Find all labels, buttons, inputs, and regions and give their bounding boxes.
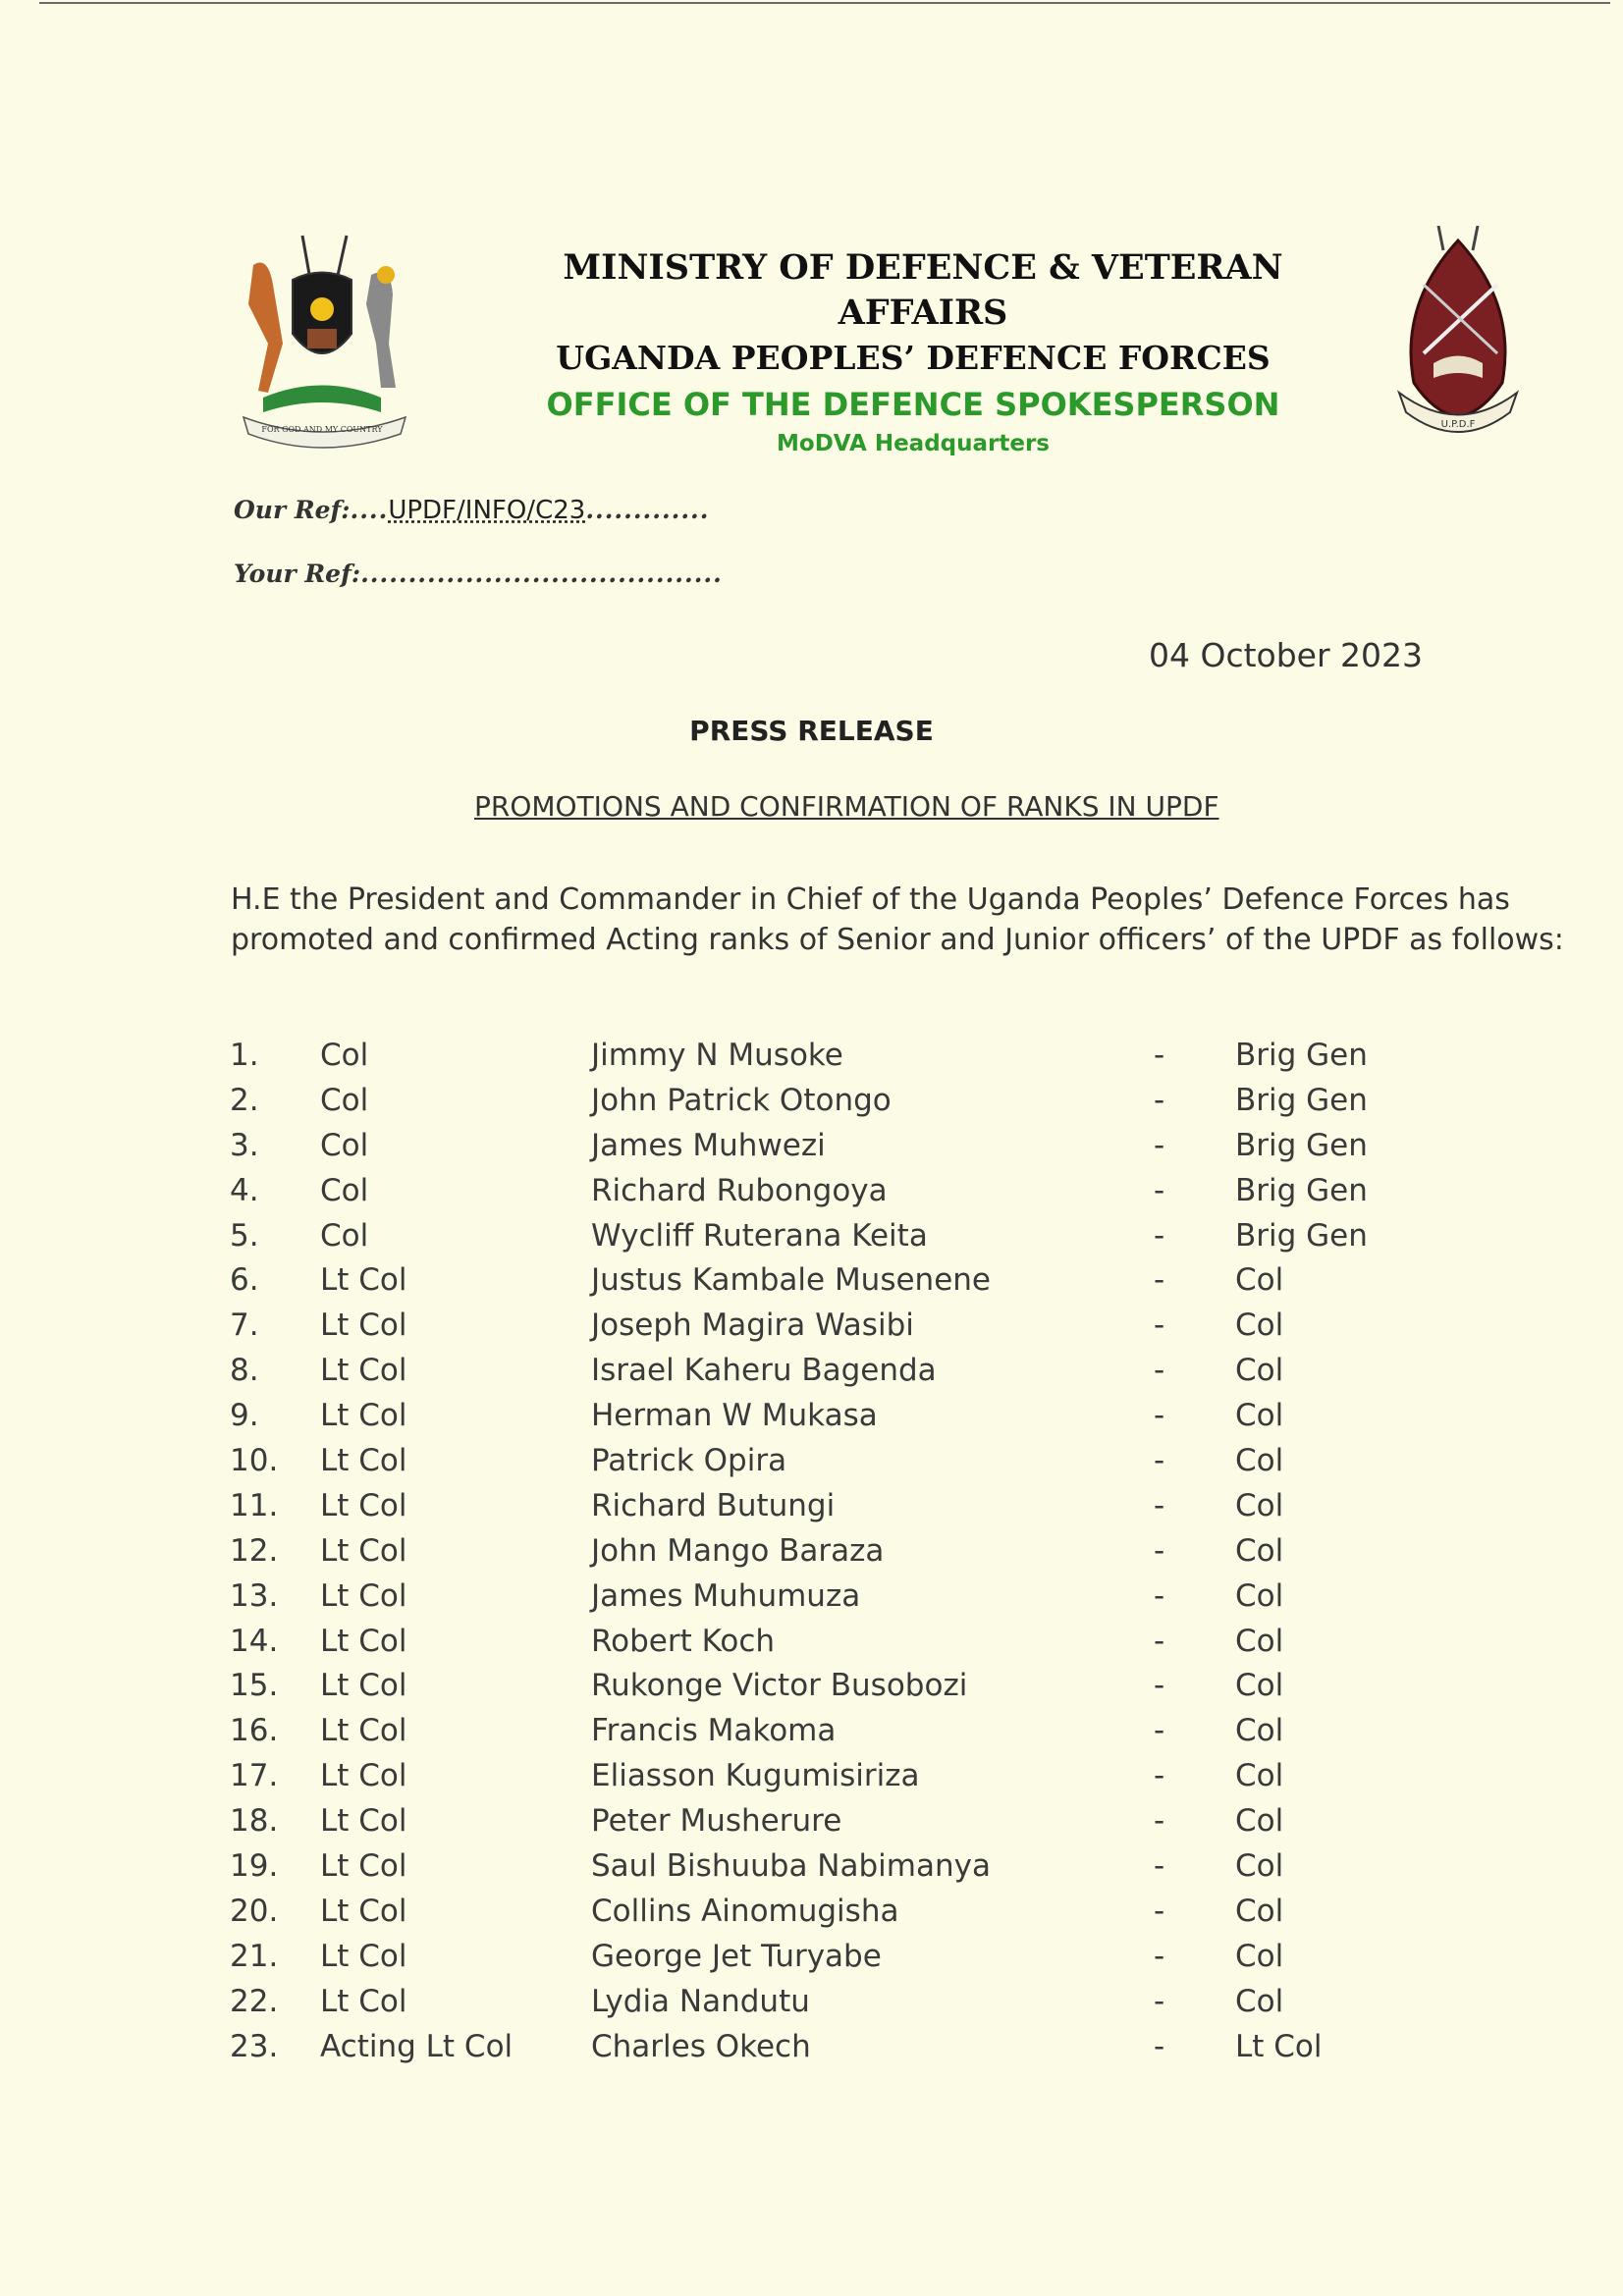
officer-name: Justus Kambale Musenene	[591, 1262, 991, 1299]
rank-separator: -	[1154, 1443, 1165, 1479]
new-rank: Col	[1235, 1532, 1284, 1569]
uganda-coat-of-arms-icon	[224, 226, 420, 452]
rank-separator: -	[1154, 1532, 1165, 1569]
promotion-number: 23.	[230, 2028, 279, 2064]
promotion-row	[0, 1664, 1623, 1709]
promotion-number: 10.	[230, 1443, 279, 1479]
current-rank: Col	[320, 1217, 369, 1254]
officer-name: Eliasson Kugumisiriza	[591, 1758, 920, 1794]
new-rank: Brig Gen	[1235, 1172, 1368, 1208]
officer-name: Rukonge Victor Busobozi	[591, 1668, 968, 1704]
promotion-row	[0, 1214, 1623, 1259]
new-rank: Col	[1235, 1398, 1284, 1434]
promotion-row	[0, 2025, 1623, 2070]
promotion-row	[0, 1124, 1623, 1169]
promotions-list	[0, 1034, 1623, 2069]
current-rank: Lt Col	[320, 1577, 407, 1614]
current-rank: Lt Col	[320, 1623, 407, 1659]
promotion-row	[0, 1034, 1623, 1079]
rank-separator: -	[1154, 2028, 1165, 2064]
rank-separator: -	[1154, 1577, 1165, 1614]
current-rank: Lt Col	[320, 1803, 407, 1840]
rank-separator: -	[1154, 1262, 1165, 1299]
promotion-number: 2.	[230, 1082, 259, 1118]
release-subtitle: PROMOTIONS AND CONFIRMATION OF RANKS IN UPDF	[474, 790, 1219, 823]
new-rank: Col	[1235, 1262, 1284, 1299]
new-rank: Col	[1235, 1803, 1284, 1840]
rank-separator: -	[1154, 1938, 1165, 1974]
officer-name: Collins Ainomugisha	[591, 1893, 899, 1929]
new-rank: Col	[1235, 1443, 1284, 1479]
letterhead	[0, 216, 1623, 461]
your-ref-dots: ......................................	[360, 560, 723, 588]
promotion-number: 11.	[230, 1487, 279, 1523]
current-rank: Col	[320, 1082, 369, 1118]
new-rank: Col	[1235, 1848, 1284, 1885]
rank-separator: -	[1154, 1803, 1165, 1840]
promotion-number: 7.	[230, 1308, 259, 1344]
promotion-row	[0, 1304, 1623, 1349]
top-border-line	[39, 2, 1610, 4]
promotion-number: 1.	[230, 1038, 259, 1073]
current-rank: Col	[320, 1038, 369, 1073]
our-ref-line	[234, 496, 709, 525]
promotion-number: 19.	[230, 1848, 279, 1885]
your-ref-label: Your Ref:	[234, 560, 361, 588]
our-ref-dots-trail: .............	[585, 496, 710, 524]
new-rank: Col	[1235, 1668, 1284, 1704]
officer-name: Israel Kaheru Bagenda	[591, 1353, 937, 1389]
officer-name: Richard Rubongoya	[591, 1172, 888, 1208]
promotion-number: 15.	[230, 1668, 279, 1704]
current-rank: Lt Col	[320, 1353, 407, 1389]
promotion-row	[0, 1079, 1623, 1124]
new-rank: Brig Gen	[1235, 1217, 1368, 1254]
new-rank: Col	[1235, 1983, 1284, 2019]
current-rank: Lt Col	[320, 1893, 407, 1929]
officer-name: Charles Okech	[591, 2028, 811, 2064]
promotion-number: 5.	[230, 1217, 259, 1254]
officer-name: Lydia Nandutu	[591, 1983, 810, 2019]
current-rank: Lt Col	[320, 1983, 407, 2019]
office-name: OFFICE OF THE DEFENCE SPOKESPERSON	[546, 386, 1280, 423]
promotion-row	[0, 1844, 1623, 1890]
promotion-number: 3.	[230, 1127, 259, 1163]
officer-name: Richard Butungi	[591, 1487, 836, 1523]
intro-paragraph: H.E the President and Commander in Chief of the Uganda Peoples’ Defence Forces has promoted and confirmed Acting ranks of Senior and Junior officers’ of the UPDF as follows:	[231, 882, 1564, 957]
promotion-row	[0, 1439, 1623, 1484]
officer-name: Francis Makoma	[591, 1713, 837, 1749]
rank-separator: -	[1154, 1668, 1165, 1704]
your-ref-line	[234, 560, 723, 588]
officer-name: Jimmy N Musoke	[591, 1038, 843, 1073]
current-rank: Acting Lt Col	[320, 2028, 514, 2064]
rank-separator: -	[1154, 1758, 1165, 1794]
current-rank: Lt Col	[320, 1398, 407, 1434]
rank-separator: -	[1154, 1308, 1165, 1344]
promotion-number: 13.	[230, 1577, 279, 1614]
current-rank: Lt Col	[320, 1532, 407, 1569]
current-rank: Col	[320, 1127, 369, 1163]
rank-separator: -	[1154, 1398, 1165, 1434]
new-rank: Col	[1235, 1938, 1284, 1974]
promotion-row	[0, 1169, 1623, 1214]
crest-text: U.P.D.F	[1440, 419, 1476, 430]
our-ref-dots-lead: ....	[350, 496, 389, 524]
promotion-number: 18.	[230, 1803, 279, 1840]
our-ref-value: UPDF/INFO/C23	[388, 496, 586, 525]
new-rank: Col	[1235, 1353, 1284, 1389]
promotion-number: 4.	[230, 1172, 259, 1208]
rank-separator: -	[1154, 1848, 1165, 1885]
officer-name: Saul Bishuuba Nabimanya	[591, 1848, 991, 1885]
new-rank: Col	[1235, 1577, 1284, 1614]
promotion-row	[0, 1709, 1623, 1754]
ministry-name: MINISTRY OF DEFENCE & VETERAN AFFAIRS	[563, 247, 1283, 333]
updf-crest-icon	[1384, 226, 1532, 452]
promotion-row	[0, 1484, 1623, 1529]
rank-separator: -	[1154, 1217, 1165, 1254]
officer-name: James Muhumuza	[591, 1577, 861, 1614]
officer-name: James Muhwezi	[591, 1127, 826, 1163]
current-rank: Lt Col	[320, 1848, 407, 1885]
officer-name: John Patrick Otongo	[591, 1082, 892, 1118]
coat-motto-text: FOR GOD AND MY COUNTRY	[261, 425, 383, 434]
officer-name: George Jet Turyabe	[591, 1938, 882, 1974]
rank-separator: -	[1154, 1487, 1165, 1523]
new-rank: Col	[1235, 1623, 1284, 1659]
new-rank: Brig Gen	[1235, 1082, 1368, 1118]
new-rank: Col	[1235, 1758, 1284, 1794]
new-rank: Brig Gen	[1235, 1038, 1368, 1073]
new-rank: Lt Col	[1235, 2028, 1323, 2064]
rank-separator: -	[1154, 1038, 1165, 1073]
promotion-row	[0, 1529, 1623, 1575]
current-rank: Col	[320, 1172, 369, 1208]
promotion-row	[0, 1394, 1623, 1439]
new-rank: Col	[1235, 1308, 1284, 1344]
current-rank: Lt Col	[320, 1487, 407, 1523]
current-rank: Lt Col	[320, 1713, 407, 1749]
rank-separator: -	[1154, 1127, 1165, 1163]
our-ref-label: Our Ref:	[234, 496, 351, 524]
new-rank: Col	[1235, 1487, 1284, 1523]
current-rank: Lt Col	[320, 1938, 407, 1974]
current-rank: Lt Col	[320, 1758, 407, 1794]
promotion-number: 22.	[230, 1983, 279, 2019]
promotion-number: 6.	[230, 1262, 259, 1299]
promotion-number: 8.	[230, 1353, 259, 1389]
current-rank: Lt Col	[320, 1308, 407, 1344]
release-date: 04 October 2023	[1149, 636, 1424, 674]
promotion-row	[0, 1890, 1623, 1935]
letterhead-text	[471, 245, 1355, 459]
new-rank: Brig Gen	[1235, 1127, 1368, 1163]
promotion-row	[0, 1980, 1623, 2025]
force-name: UGANDA PEOPLES’ DEFENCE FORCES	[556, 339, 1271, 377]
promotion-row	[0, 1575, 1623, 1620]
rank-separator: -	[1154, 1713, 1165, 1749]
officer-name: Peter Musherure	[591, 1803, 842, 1840]
promotion-row	[0, 1258, 1623, 1304]
officer-name: Patrick Opira	[591, 1443, 787, 1479]
rank-separator: -	[1154, 1623, 1165, 1659]
promotion-row	[0, 1935, 1623, 1980]
officer-name: Robert Koch	[591, 1623, 776, 1659]
current-rank: Lt Col	[320, 1262, 407, 1299]
promotion-number: 9.	[230, 1398, 259, 1434]
rank-separator: -	[1154, 1082, 1165, 1118]
promotion-row	[0, 1349, 1623, 1394]
new-rank: Col	[1235, 1713, 1284, 1749]
officer-name: John Mango Baraza	[591, 1532, 885, 1569]
rank-separator: -	[1154, 1893, 1165, 1929]
promotion-number: 20.	[230, 1893, 279, 1929]
press-release-title: PRESS RELEASE	[689, 715, 934, 747]
officer-name: Wycliff Ruterana Keita	[591, 1217, 928, 1254]
headquarters-name: MoDVA Headquarters	[777, 431, 1050, 456]
new-rank: Col	[1235, 1893, 1284, 1929]
rank-separator: -	[1154, 1353, 1165, 1389]
rank-separator: -	[1154, 1983, 1165, 2019]
officer-name: Herman W Mukasa	[591, 1398, 878, 1434]
current-rank: Lt Col	[320, 1443, 407, 1479]
promotion-row	[0, 1620, 1623, 1665]
promotion-number: 21.	[230, 1938, 279, 1974]
promotion-number: 14.	[230, 1623, 279, 1659]
promotion-row	[0, 1754, 1623, 1799]
rank-separator: -	[1154, 1172, 1165, 1208]
promotion-row	[0, 1799, 1623, 1844]
promotion-number: 12.	[230, 1532, 279, 1569]
current-rank: Lt Col	[320, 1668, 407, 1704]
promotion-number: 16.	[230, 1713, 279, 1749]
officer-name: Joseph Magira Wasibi	[591, 1308, 914, 1344]
promotion-number: 17.	[230, 1758, 279, 1794]
